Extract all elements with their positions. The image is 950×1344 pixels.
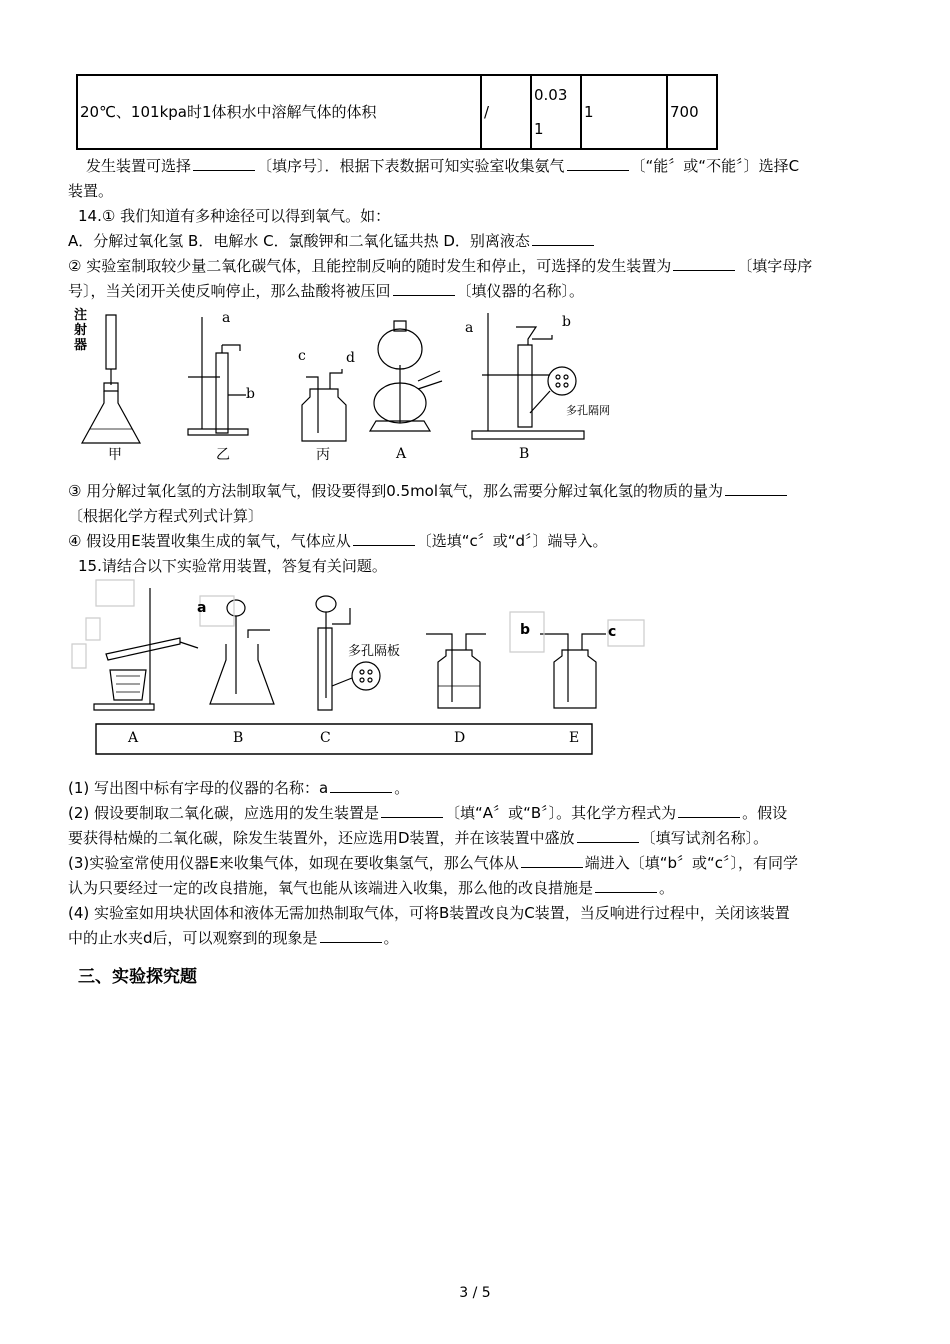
table-cell-1: / (481, 75, 531, 149)
fig2-label-c: c (608, 624, 617, 640)
label-bing: 丙 (316, 447, 330, 463)
fig2-label-C: C (320, 730, 331, 746)
text-line: (1) 写出图中标有字母的仪器的名称：a 。 (68, 779, 410, 797)
text-line: 中的止水夹d后，可以观察到的现象是 。 (68, 929, 399, 947)
text-line: ② 实验室制取较少量二氧化碳气体，且能控制反响的随时发生和停止，可选择的发生装置为 〔填字母序 (68, 257, 813, 275)
fig2-label-D: D (454, 730, 466, 746)
table-cell-4: 700 (667, 75, 717, 149)
text-line: 装置。 (68, 182, 114, 200)
label-b2: b (562, 314, 571, 330)
text-line: (4) 实验室如用块状固体和液体无需加热制取气体，可将B装置改良为C装置，当反响进行过程中，关闭该装置 (68, 904, 790, 922)
text-line: 要获得枯燥的二氧化碳，除发生装置外，还应选用D装置，并在该装置中盛放 〔填写试剂名称〕。 (68, 829, 769, 847)
apparatus-figure-2 (70, 578, 650, 756)
answer-blank[interactable] (393, 280, 455, 296)
text-line: (3)实验室常使用仪器E来收集气体，如现在要收集氢气，那么气体从 端进入〔填“b〞或“c〞〕，有同学 (68, 854, 799, 872)
text-line: ④ 假设用E装置收集生成的氧气，气体应从 〔选填“c〞或“d〞〕端导入。 (68, 532, 608, 550)
text-line: 〔根据化学方程式列式计算〕 (68, 507, 264, 525)
label-a2: a (465, 320, 474, 336)
answer-blank[interactable] (381, 802, 443, 818)
syringe-shape (106, 315, 116, 369)
fig2-label-A: A (128, 730, 139, 746)
text-line: 发生装置可选择 〔填序号〕．根据下表数据可知实验室收集氨气 〔“能〞或“不能〞〕选择C (86, 157, 800, 175)
question-14: 14.① 我们知道有多种途径可以得到氧气。如： (78, 207, 391, 225)
answer-blank[interactable] (532, 230, 594, 246)
syringe-label: 注射器 (74, 308, 88, 353)
solubility-table (76, 74, 718, 150)
answer-blank[interactable] (320, 927, 382, 943)
answer-blank[interactable] (595, 877, 657, 893)
label-yi: 乙 (216, 447, 230, 463)
question-15: 15.请结合以下实验常用装置，答复有关问题。 (78, 557, 387, 575)
label-d: d (346, 350, 355, 366)
page-number: 3 / 5 (459, 1285, 491, 1301)
answer-blank[interactable] (353, 530, 415, 546)
text-line: 认为只要经过一定的改良措施，氧气也能从该端进入收集，那么他的改良措施是 。 (68, 879, 675, 897)
answer-blank[interactable] (330, 777, 392, 793)
label-a: a (222, 310, 231, 326)
answer-blank[interactable] (577, 827, 639, 843)
section-heading: 三、实验探究题 (78, 967, 197, 987)
label-c: c (298, 348, 306, 364)
answer-blank[interactable] (521, 852, 583, 868)
table-row-label: 20℃、101kpa时1体积水中溶解气体的体积 (77, 75, 481, 149)
answer-blank[interactable] (193, 155, 255, 171)
text-line: 号〕，当关闭开关使反响停止，那么盐酸将被压回 〔填仪器的名称〕。 (68, 282, 585, 300)
answer-blank[interactable] (678, 802, 740, 818)
label-B: B (519, 446, 530, 462)
text-line: (2) 假设要制取二氧化碳，应选用的发生装置是 〔填“A〞或“B〞〕。其化学方程式为 。假设 (68, 804, 788, 822)
text-line: A．分解过氧化氢 B．电解水 C．氯酸钾和二氧化锰共热 D．别离液态 (68, 229, 883, 253)
fig2-label-B: B (233, 730, 244, 746)
plate-label: 多孔隔板 (348, 644, 401, 659)
apparatus-figure-1 (70, 305, 630, 465)
fig2-label-a: a (197, 600, 207, 616)
text-line: ③ 用分解过氧化氢的方法制取氧气，假设要得到0.5mol氧气，那么需要分解过氧化氢的物质的量为 (68, 479, 883, 503)
answer-blank[interactable] (567, 155, 629, 171)
fig2-label-b: b (520, 622, 531, 638)
table-cell-2: 0.03 1 (531, 75, 581, 149)
label-A: A (396, 446, 407, 462)
answer-blank[interactable] (725, 480, 787, 496)
label-jia: 甲 (108, 447, 122, 463)
fig2-label-E: E (569, 730, 580, 746)
mesh-label: 多孔隔网 (566, 404, 610, 417)
answer-blank[interactable] (673, 255, 735, 271)
label-b: b (246, 386, 255, 402)
table-cell-3: 1 (581, 75, 667, 149)
